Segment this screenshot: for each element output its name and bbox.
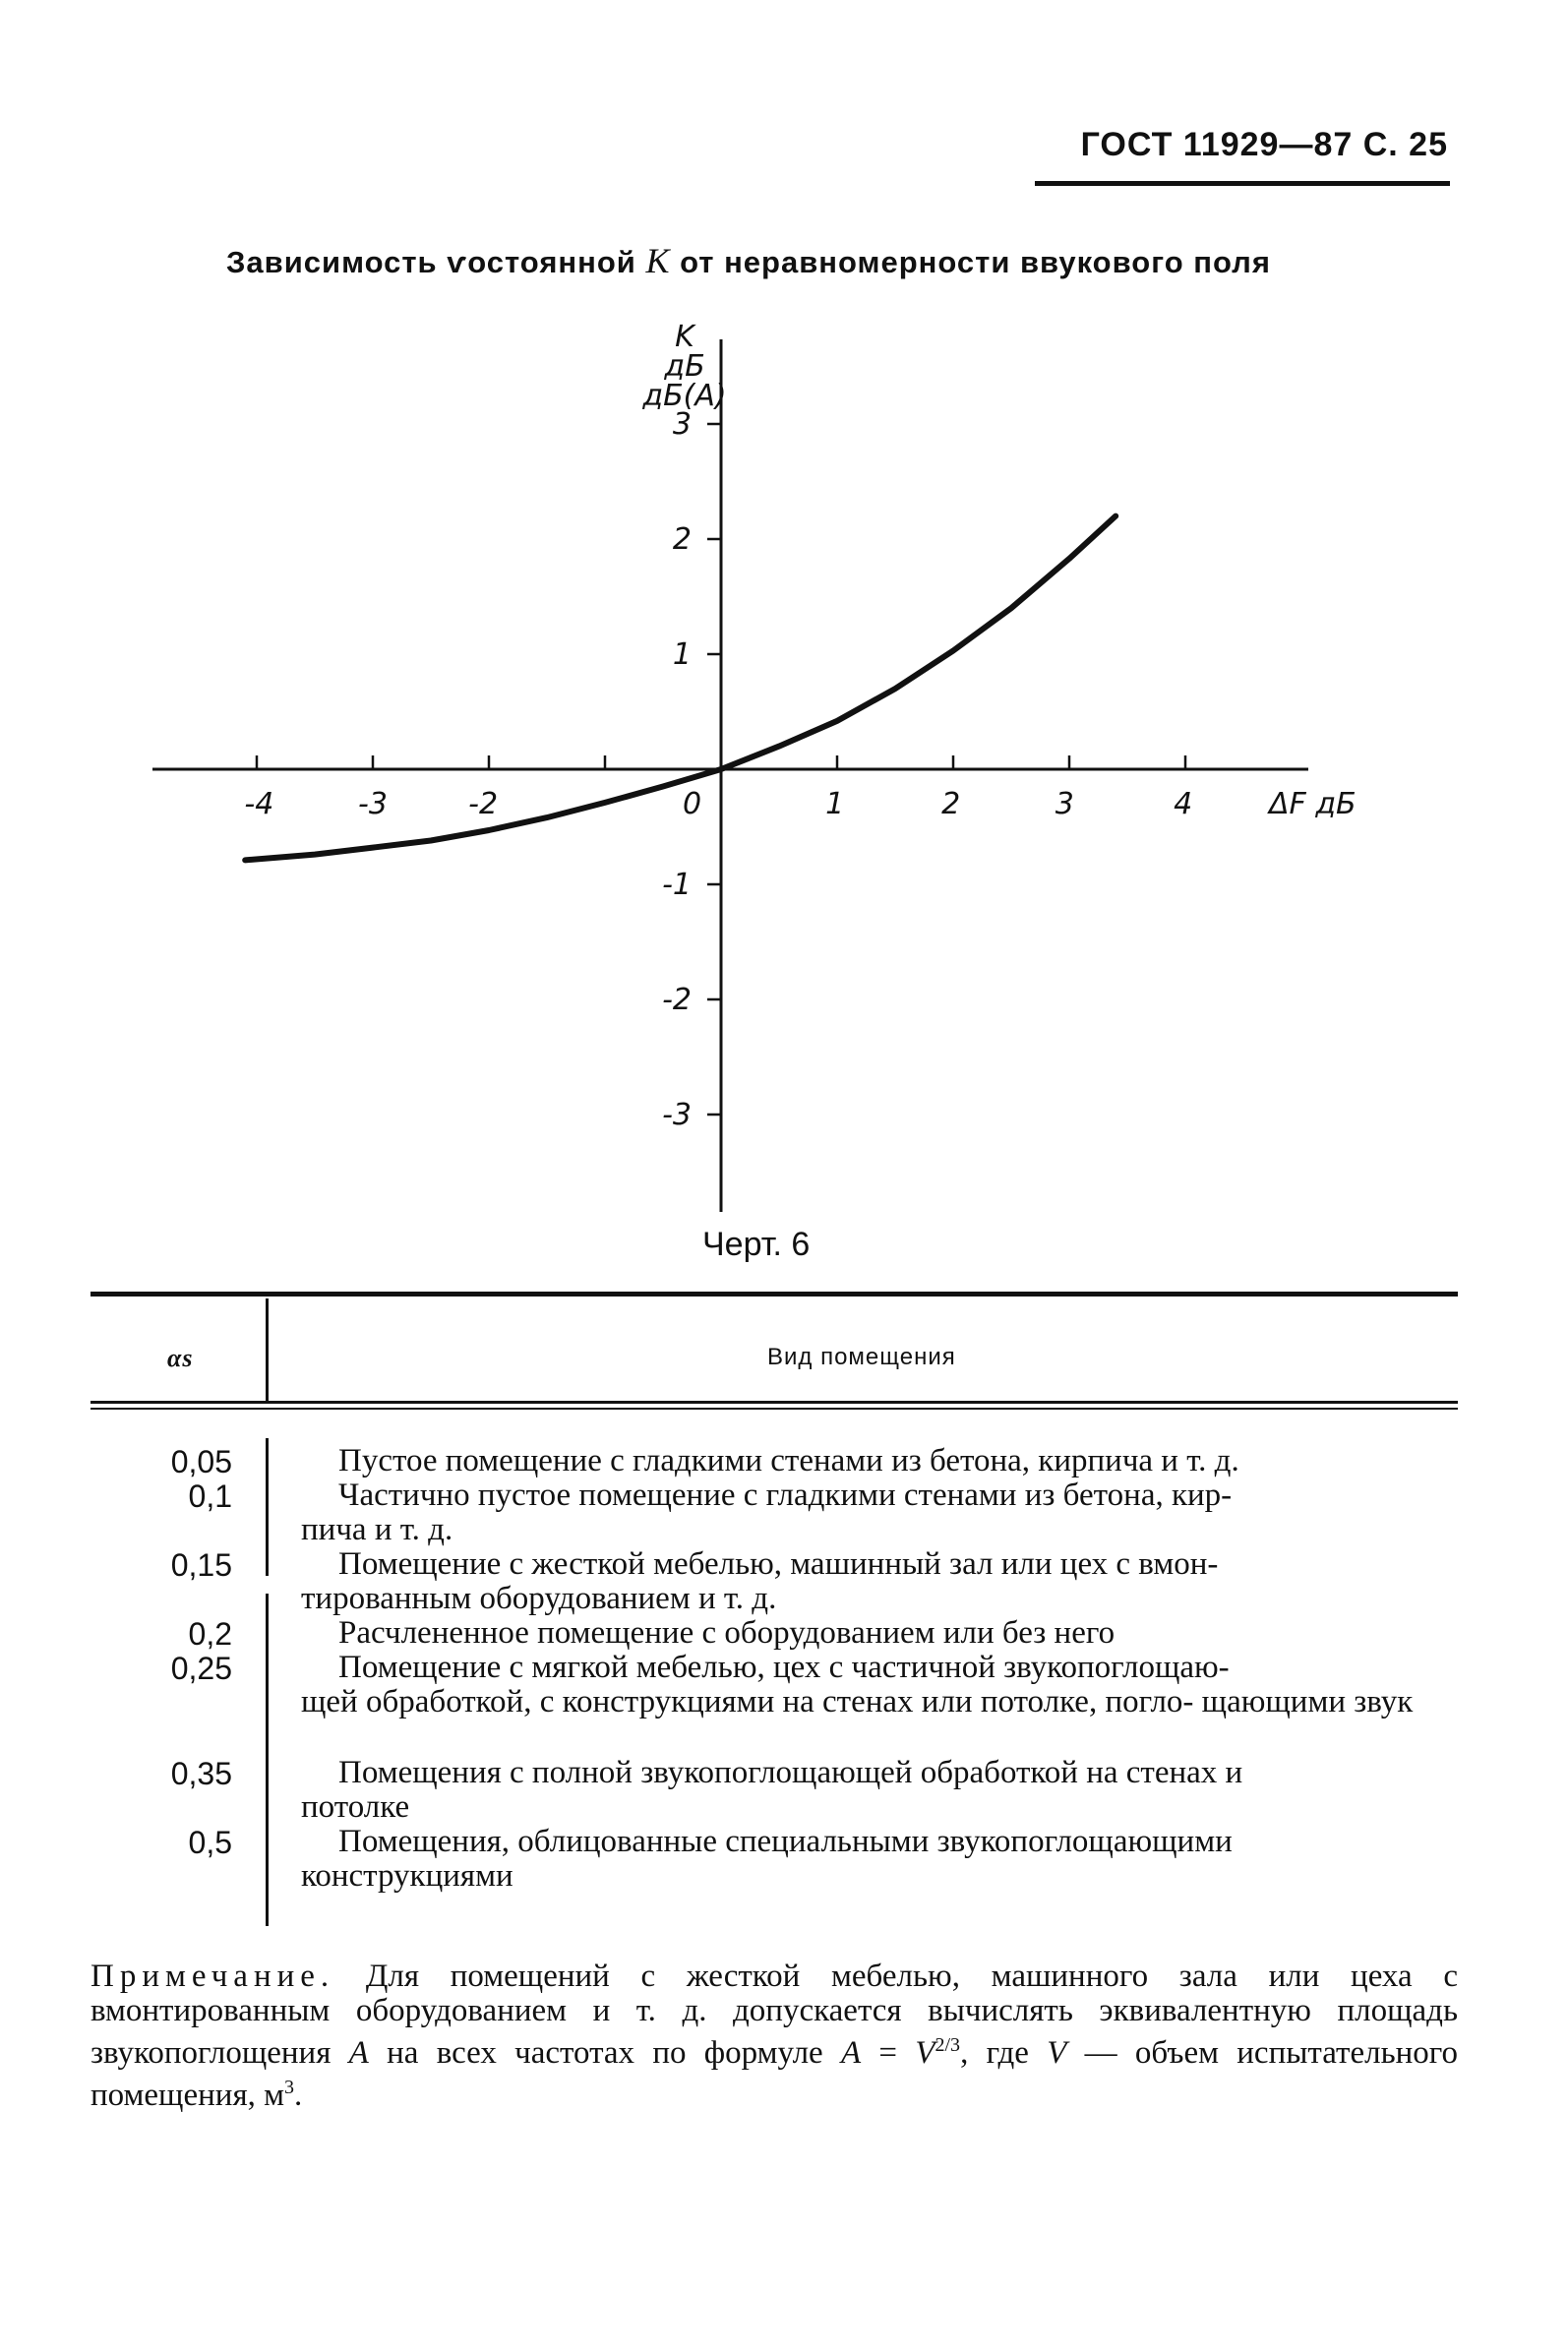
note-label: Примечание. bbox=[90, 1959, 335, 1994]
table-cell-coef: 0,15 bbox=[170, 1547, 232, 1583]
formula-eq: = bbox=[861, 2035, 916, 2071]
note-text: Для помещений с жесткой мебелью, машинного зала или цеха с вмонтированным оборудованием и т. д. допускается вычислять эквивалентную площадь звукопоглощения bbox=[90, 1959, 1458, 2071]
table-cell-desc bbox=[301, 1756, 1457, 1825]
unit-exponent: 3 bbox=[284, 2077, 295, 2098]
x-tick-label: -4 bbox=[244, 787, 274, 821]
table-cell-coef: 0,05 bbox=[170, 1444, 232, 1479]
desc-line: конструкциями bbox=[301, 1858, 513, 1894]
x-tick-label: 0 bbox=[682, 787, 702, 821]
table-cell-desc bbox=[301, 1825, 1457, 1894]
note-var-v: V bbox=[1047, 2035, 1067, 2071]
desc-line: Расчлененное помещение с оборудованием или без него bbox=[338, 1615, 1116, 1651]
document-header: ГОСТ 11929—87 С. 25 bbox=[1080, 126, 1448, 163]
desc-line: Помещение с мягкой мебелью, цех с частичной звукопоглощаю- bbox=[338, 1650, 1230, 1685]
table-header-rule-2 bbox=[90, 1408, 1458, 1410]
desc-line: щей обработкой, с конструкциями на стенах или потолке, погло- щающими звук bbox=[301, 1684, 1414, 1719]
figure-caption: Черт. 6 bbox=[702, 1226, 811, 1263]
table-column-divider bbox=[266, 1594, 269, 1926]
table-cell-desc bbox=[301, 1651, 1457, 1719]
title-suffix: от неравномерности ввукового поля bbox=[680, 245, 1271, 279]
y-tick-label: -1 bbox=[662, 868, 692, 902]
table-header-rule bbox=[90, 1401, 1458, 1404]
title-k: K bbox=[645, 241, 671, 280]
table-column-divider bbox=[266, 1438, 269, 1576]
table-cell-coef: 0,2 bbox=[188, 1616, 232, 1652]
table-cell-coef: 0,25 bbox=[170, 1651, 232, 1686]
note-text: , где bbox=[960, 2035, 1029, 2071]
y-tick-label: 2 bbox=[672, 522, 692, 557]
formula-lhs: A bbox=[840, 2035, 862, 2071]
y-axis-label: дБ(A) bbox=[642, 379, 727, 413]
formula-v: V bbox=[915, 2035, 935, 2071]
table-cell-desc bbox=[301, 1478, 1457, 1547]
x-tick-label: -3 bbox=[358, 787, 388, 821]
table-cell-desc bbox=[301, 1616, 1457, 1651]
note-text: . bbox=[294, 2078, 303, 2113]
table-cell-desc bbox=[301, 1547, 1457, 1616]
table-cell-coef: 0,1 bbox=[188, 1478, 232, 1514]
y-tick-label: -2 bbox=[662, 983, 692, 1017]
x-tick-label: 4 bbox=[1174, 787, 1193, 821]
desc-line: потолке bbox=[301, 1789, 410, 1825]
x-tick-label: 3 bbox=[1055, 787, 1074, 821]
x-tick-label: 2 bbox=[941, 787, 961, 821]
column-header-room: Вид помещения bbox=[767, 1344, 956, 1370]
desc-line: Помещения с полной звукопоглощающей обработкой на стенах и bbox=[338, 1755, 1243, 1790]
table-cell-coef: 0,35 bbox=[170, 1756, 232, 1791]
desc-line: Пустое помещение с гладкими стенами из бетона, кирпича и т. д. bbox=[338, 1443, 1239, 1478]
column-header-symbol: αs bbox=[167, 1344, 194, 1372]
desc-line: Частично пустое помещение с гладкими стенами из бетона, кир- bbox=[338, 1478, 1233, 1513]
y-tick-label: -3 bbox=[662, 1098, 692, 1132]
formula-exponent: 2/3 bbox=[935, 2034, 961, 2056]
note-var-a: A bbox=[348, 2035, 369, 2071]
desc-line: Помещение с жесткой мебелью, машинный зал или цех с вмон- bbox=[338, 1546, 1219, 1582]
note-text: на всех частотах по формуле bbox=[387, 2035, 823, 2071]
desc-line: тированным оборудованием и т. д. bbox=[301, 1581, 777, 1616]
table-column-divider bbox=[266, 1298, 269, 1403]
x-tick-label: 1 bbox=[825, 787, 845, 821]
note-paragraph bbox=[90, 1960, 1458, 2113]
table-top-rule bbox=[90, 1292, 1458, 1297]
note-text: — объем испытательного помещения, м bbox=[90, 2035, 1458, 2113]
y-tick-label: 1 bbox=[672, 637, 692, 672]
x-axis-label: ΔF дБ bbox=[1269, 787, 1357, 821]
table-cell-coef: 0,5 bbox=[188, 1825, 232, 1860]
title-prefix: Зависимость ѵостоянной bbox=[226, 245, 636, 279]
x-tick-label: -2 bbox=[468, 787, 499, 821]
desc-line: Помещения, облицованные специальными звукопоглощающими bbox=[338, 1824, 1233, 1859]
y-axis-label: дБ bbox=[664, 349, 705, 384]
y-tick-label: 3 bbox=[672, 407, 692, 442]
y-axis-label: K bbox=[675, 320, 694, 354]
table-cell-desc bbox=[301, 1444, 1457, 1478]
desc-line: пича и т. д. bbox=[301, 1512, 453, 1547]
